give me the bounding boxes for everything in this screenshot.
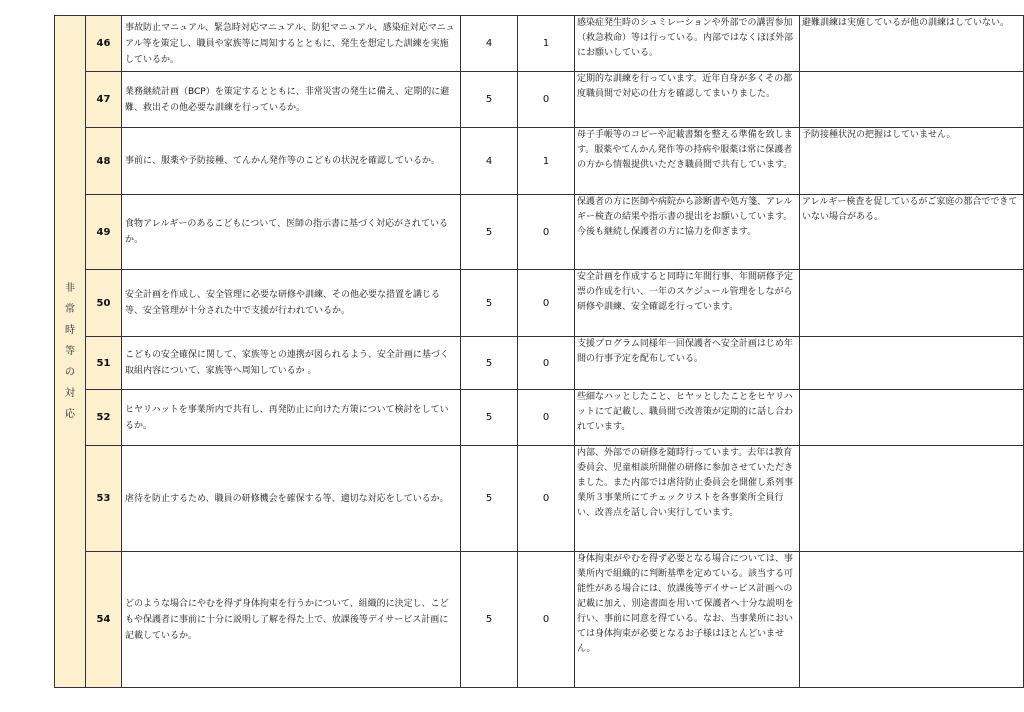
family-comment xyxy=(800,552,1024,688)
table-row xyxy=(55,128,1024,195)
family-comment xyxy=(800,446,1024,552)
score-yes: 5 xyxy=(461,390,518,446)
provider-comment: 感染症発生時のシュミレーションや外部での講習参加（救急救命）等は行っている。内部ではなくほぼ外部にお願いしている。 xyxy=(575,16,800,72)
family-comment xyxy=(800,270,1024,337)
score-yes: 4 xyxy=(461,128,518,195)
score-yes: 5 xyxy=(461,446,518,552)
category-cell xyxy=(55,16,86,688)
family-comment: アレルギー検査を促しているがご家庭の都合でできていない場合がある。 xyxy=(800,195,1024,270)
item-number: 49 xyxy=(86,195,122,270)
item-number: 52 xyxy=(86,390,122,446)
item-number: 50 xyxy=(86,270,122,337)
provider-comment: 母子手帳等のコピーや記載書類を整える準備を致します。服薬やてんかん発作等の持病や服薬は常に保護者の方から情報提供いただき職員間で共有しています。 xyxy=(575,128,800,195)
score-yes: 5 xyxy=(461,552,518,688)
evaluation-table xyxy=(54,15,1024,688)
table-row xyxy=(55,446,1024,552)
score-no: 0 xyxy=(518,337,575,390)
item-number: 46 xyxy=(86,16,122,72)
item-number: 54 xyxy=(86,552,122,688)
table-row xyxy=(55,72,1024,128)
question-cell: こどもの安全確保に関して、家族等との連携が図られるよう、安全計画に基づく取組内容について、家族等へ周知しているか 。 xyxy=(122,337,461,390)
family-comment xyxy=(800,337,1024,390)
item-number: 53 xyxy=(86,446,122,552)
question-cell: 事故防止マニュアル、緊急時対応マニュアル、防犯マニュアル、感染症対応マニュアル等を策定し、職員や家族等に周知するとともに、発生を想定した訓練を実施しているか。 xyxy=(122,16,461,72)
score-yes: 5 xyxy=(461,337,518,390)
provider-comment: 安全計画を作成すると同時に年間行事、年間研修予定票の作成を行い、一年のスケジュール管理をしながら研修や訓練、安全確認を行っています。 xyxy=(575,270,800,337)
provider-comment: 定期的な訓練を行っています。近年自身が多くその都度職員間で対応の仕方を確認してまいりました。 xyxy=(575,72,800,128)
score-no: 0 xyxy=(518,552,575,688)
table-row xyxy=(55,337,1024,390)
family-comment: 予防接種状況の把握はしていません。 xyxy=(800,128,1024,195)
question-cell: 業務継続計画（BCP）を策定するとともに、非常災害の発生に備え、定期的に避難、救出その他必要な訓練を行っているか。 xyxy=(122,72,461,128)
item-number: 47 xyxy=(86,72,122,128)
score-no: 1 xyxy=(518,16,575,72)
score-yes: 4 xyxy=(461,16,518,72)
table-row xyxy=(55,270,1024,337)
item-number: 51 xyxy=(86,337,122,390)
question-cell: 食物アレルギーのあるこどもについて、医師の指示書に基づく対応がされているか。 xyxy=(122,195,461,270)
score-no: 0 xyxy=(518,195,575,270)
score-yes: 5 xyxy=(461,72,518,128)
question-cell: 安全計画を作成し、安全管理に必要な研修や訓練、その他必要な措置を講じる等、安全管理が十分された中で支援が行われているか。 xyxy=(122,270,461,337)
score-no: 0 xyxy=(518,446,575,552)
provider-comment: 些細なハッとしたこと、ヒヤッとしたことをヒヤリハットにて記載し、職員間で改善策が定期的に話し合われています。 xyxy=(575,390,800,446)
family-comment xyxy=(800,390,1024,446)
table-row xyxy=(55,195,1024,270)
family-comment: 避難訓練は実施しているが他の訓練はしていない。 xyxy=(800,16,1024,72)
provider-comment: 身体拘束がやむを得ず必要となる場合については、事業所内で組織的に判断基準を定めている。該当する可能性がある場合には、放課後等デイサービス計画への記載に加え、別途書面を用いて保護者へ十分な説明を行い、事前に同意を得ている。なお、当事業所においては身体拘束が必要となるお子様はほとんどいません。 xyxy=(575,552,800,688)
score-no: 0 xyxy=(518,72,575,128)
category-label: 非常時等の対応 xyxy=(65,283,75,420)
score-no: 0 xyxy=(518,390,575,446)
question-cell: ヒヤリハットを事業所内で共有し、再発防止に向けた方策について検討をしているか。 xyxy=(122,390,461,446)
score-no: 1 xyxy=(518,128,575,195)
question-cell: 事前に、服薬や予防接種、てんかん発作等のこどもの状況を確認しているか。 xyxy=(122,128,461,195)
question-cell: どのような場合にやむを得ず身体拘束を行うかについて、組織的に決定し、こどもや保護者に事前に十分に説明し了解を得た上で、放課後等デイサービス計画に記載しているか。 xyxy=(122,552,461,688)
score-no: 0 xyxy=(518,270,575,337)
score-yes: 5 xyxy=(461,195,518,270)
table-row xyxy=(55,16,1024,72)
score-yes: 5 xyxy=(461,270,518,337)
item-number: 48 xyxy=(86,128,122,195)
question-cell: 虐待を防止するため、職員の研修機会を確保する等、適切な対応をしているか。 xyxy=(122,446,461,552)
provider-comment: 保護者の方に医師や病院から診断書や処方箋、アレルギー検査の結果や指示書の提出をお願いしています。今後も継続し保護者の方に協力を仰ぎます。 xyxy=(575,195,800,270)
provider-comment: 支援プログラム同様年一回保護者へ安全計画はじめ年間の行事予定を配布している。 xyxy=(575,337,800,390)
family-comment xyxy=(800,72,1024,128)
table-row xyxy=(55,552,1024,688)
provider-comment: 内部、外部での研修を随時行っています。去年は教育委員会、児童相談所開催の研修に参加させていただきました。また内部では虐待防止委員会を開催し系列事業所３事業所にてチェックリストを各事業所全員行い、改善点を話し合い実行しています。 xyxy=(575,446,800,552)
table-row xyxy=(55,390,1024,446)
